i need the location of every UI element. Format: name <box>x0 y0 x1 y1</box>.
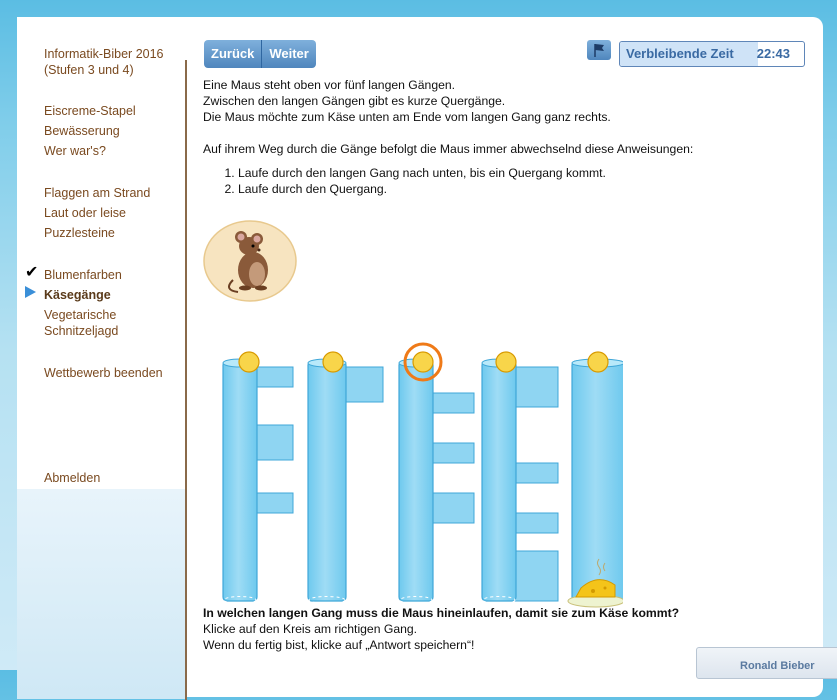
intro-line: Eine Maus steht oben vor fünf langen Gängen. <box>203 78 456 92</box>
next-button[interactable]: Weiter <box>261 40 316 68</box>
rule-item: 2. Laufe durch den Quergang. <box>238 181 803 197</box>
back-button[interactable]: Zurück <box>211 46 255 61</box>
logout-link[interactable]: Abmelden <box>44 471 101 485</box>
sidebar-item-eiscreme-stapel[interactable]: Eiscreme-Stapel <box>44 104 136 118</box>
sidebar-item-vegetarische-schnitzeljagd[interactable]: Vegetarische Schnitzeljagd <box>44 308 119 338</box>
answer-circle-3[interactable] <box>413 352 433 372</box>
sidebar-item-wer-wars[interactable]: Wer war's? <box>44 144 106 158</box>
current-arrow-icon <box>25 286 36 298</box>
sidebar-item-laut-oder-leise[interactable]: Laut oder leise <box>44 206 127 220</box>
answer-circle-5[interactable] <box>588 352 608 372</box>
sidebar-background <box>17 489 185 699</box>
end-contest-link[interactable]: Wettbewerb beenden <box>44 366 163 380</box>
sidebar-item-bewaesserung[interactable]: Bewässerung <box>44 124 120 138</box>
user-name: Ronald Bieber <box>740 660 815 672</box>
main-card <box>17 17 823 697</box>
checkmark-icon: ✔ <box>25 264 39 281</box>
question-block <box>203 605 679 653</box>
timer-label: Verbleibende Zeit <box>626 46 734 61</box>
divider <box>185 60 187 700</box>
user-badge <box>696 647 837 679</box>
question: In welchen langen Gang muss die Maus hineinlaufen, damit sie zum Käse kommt? <box>203 606 680 620</box>
intro-line: Zwischen den langen Gängen gibt es kurze Quergänge. <box>203 94 506 108</box>
intro-line: Die Maus möchte zum Käse unten am Ende vom langen Gang ganz rechts. <box>203 110 611 124</box>
sidebar <box>17 17 185 489</box>
hint: Klicke auf den Kreis am richtigen Gang. <box>203 622 418 636</box>
remaining-time-display <box>619 41 805 67</box>
task-text <box>203 77 803 197</box>
sidebar-item-kaesegaenge[interactable]: Käsegänge <box>44 288 111 302</box>
flag-icon[interactable] <box>587 40 611 60</box>
rule-intro: Auf ihrem Weg durch die Gänge befolgt die Maus immer abwechselnd diese Anweisungen: <box>203 142 694 156</box>
answer-circle-4[interactable] <box>496 352 516 372</box>
sidebar-item-puzzlesteine[interactable]: Puzzlesteine <box>44 226 115 240</box>
maze <box>203 333 623 613</box>
navigation-buttons <box>204 40 316 68</box>
mouse-image <box>203 220 297 302</box>
sidebar-item-blumenfarben[interactable]: Blumenfarben <box>44 268 122 282</box>
rule-list <box>203 165 803 197</box>
contest-title: Informatik-Biber 2016 (Stufen 3 und 4) <box>44 47 164 77</box>
answer-circle-1[interactable] <box>239 352 259 372</box>
answer-circle-2[interactable] <box>323 352 343 372</box>
timer-value: 22:43 <box>756 46 790 61</box>
hint: Wenn du fertig bist, klicke auf „Antwort speichern“! <box>203 638 475 652</box>
sidebar-item-flaggen-am-strand[interactable]: Flaggen am Strand <box>44 186 151 200</box>
rule-item: 1. Laufe durch den langen Gang nach unten, bis ein Quergang kommt. <box>238 165 803 181</box>
